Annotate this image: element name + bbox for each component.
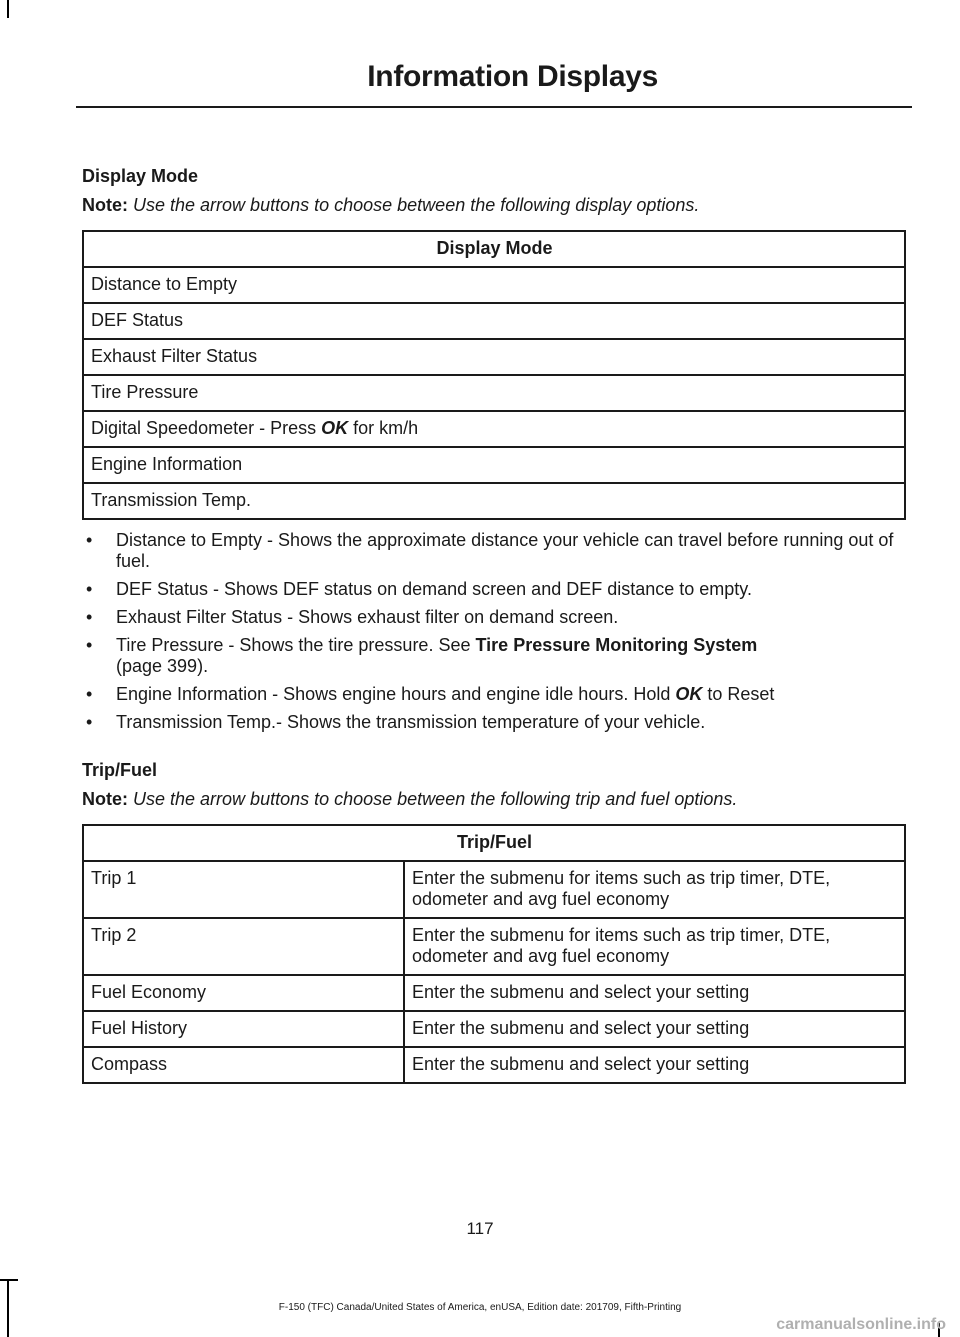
trip-desc: Enter the submenu for items such as trip timer, DTE, odometer and avg fuel economy	[404, 861, 905, 918]
table-row	[83, 1047, 905, 1083]
page-number: 117	[466, 1219, 494, 1238]
trip-fuel-heading: Trip/Fuel	[82, 760, 158, 780]
note-label: Note:	[82, 195, 128, 215]
tpms-page-ref: (page 399).	[116, 656, 209, 676]
table-header: Trip/Fuel	[83, 825, 905, 861]
table-header: Display Mode	[83, 231, 905, 267]
list-item: • Distance to Empty - Shows the approximate distance your vehicle can travel before running out of fuel.	[82, 530, 906, 572]
table-row: Tire Pressure	[83, 375, 905, 411]
engine-text: Engine Information - Shows engine hours and engine idle hours. Hold	[116, 684, 671, 704]
engine-post: to Reset	[707, 684, 775, 704]
note-text: Use the arrow buttons to choose between the following trip and fuel options.	[133, 789, 738, 809]
trip-item: Fuel Economy	[83, 975, 404, 1011]
table-row: Distance to Empty	[83, 267, 905, 303]
trip-item: Trip 2	[83, 918, 404, 975]
list-item: • Transmission Temp.- Shows the transmission temperature of your vehicle.	[82, 712, 906, 733]
tire-text: Tire Pressure - Shows the tire pressure. See	[116, 635, 471, 655]
table-row	[83, 411, 905, 447]
trip-item: Compass	[83, 1047, 404, 1083]
note-text: Use the arrow buttons to choose between the following display options.	[133, 195, 700, 215]
tpms-link[interactable]: Tire Pressure Monitoring System	[475, 635, 758, 655]
display-mode-heading: Display Mode	[82, 166, 199, 186]
watermark: carmanualsonline.info	[776, 1316, 946, 1333]
speedo-pre: Digital Speedometer - Press	[91, 418, 317, 438]
trip-item: Fuel History	[83, 1011, 404, 1047]
edition-footer: F-150 (TFC) Canada/United States of America, enUSA, Edition date: 201709, Fifth-Printing	[278, 1302, 682, 1313]
table-row: Transmission Temp.	[83, 483, 905, 519]
trip-fuel-note	[82, 789, 906, 810]
table-row: Exhaust Filter Status	[83, 339, 905, 375]
trip-desc: Enter the submenu and select your setting	[404, 1011, 905, 1047]
ok-key: OK	[321, 418, 349, 438]
speedo-post: for km/h	[353, 418, 419, 438]
trip-desc: Enter the submenu and select your setting	[404, 975, 905, 1011]
display-mode-table	[82, 230, 906, 520]
list-item	[82, 684, 906, 705]
page-content	[82, 166, 906, 1084]
list-item: • DEF Status - Shows DEF status on demand screen and DEF distance to empty.	[82, 579, 906, 600]
crop-mark-top-left	[7, 0, 9, 18]
table-row	[83, 975, 905, 1011]
table-row: Engine Information	[83, 447, 905, 483]
display-mode-note	[82, 195, 906, 216]
list-item: • Exhaust Filter Status - Shows exhaust filter on demand screen.	[82, 607, 906, 628]
display-mode-bullets	[82, 530, 906, 733]
trip-desc: Enter the submenu for items such as trip timer, DTE, odometer and avg fuel economy	[404, 918, 905, 975]
trip-desc: Enter the submenu and select your setting	[404, 1047, 905, 1083]
trip-item: Trip 1	[83, 861, 404, 918]
crop-mark-bottom-left-h	[0, 1279, 18, 1281]
table-row: DEF Status	[83, 303, 905, 339]
table-row	[83, 861, 905, 918]
trip-fuel-table	[82, 824, 906, 1084]
table-row	[83, 918, 905, 975]
table-row	[83, 1011, 905, 1047]
header-divider	[76, 106, 912, 108]
note-label: Note:	[82, 789, 128, 809]
list-item	[82, 635, 906, 677]
page-title: Information Displays	[367, 60, 658, 93]
ok-key: OK	[675, 684, 703, 704]
